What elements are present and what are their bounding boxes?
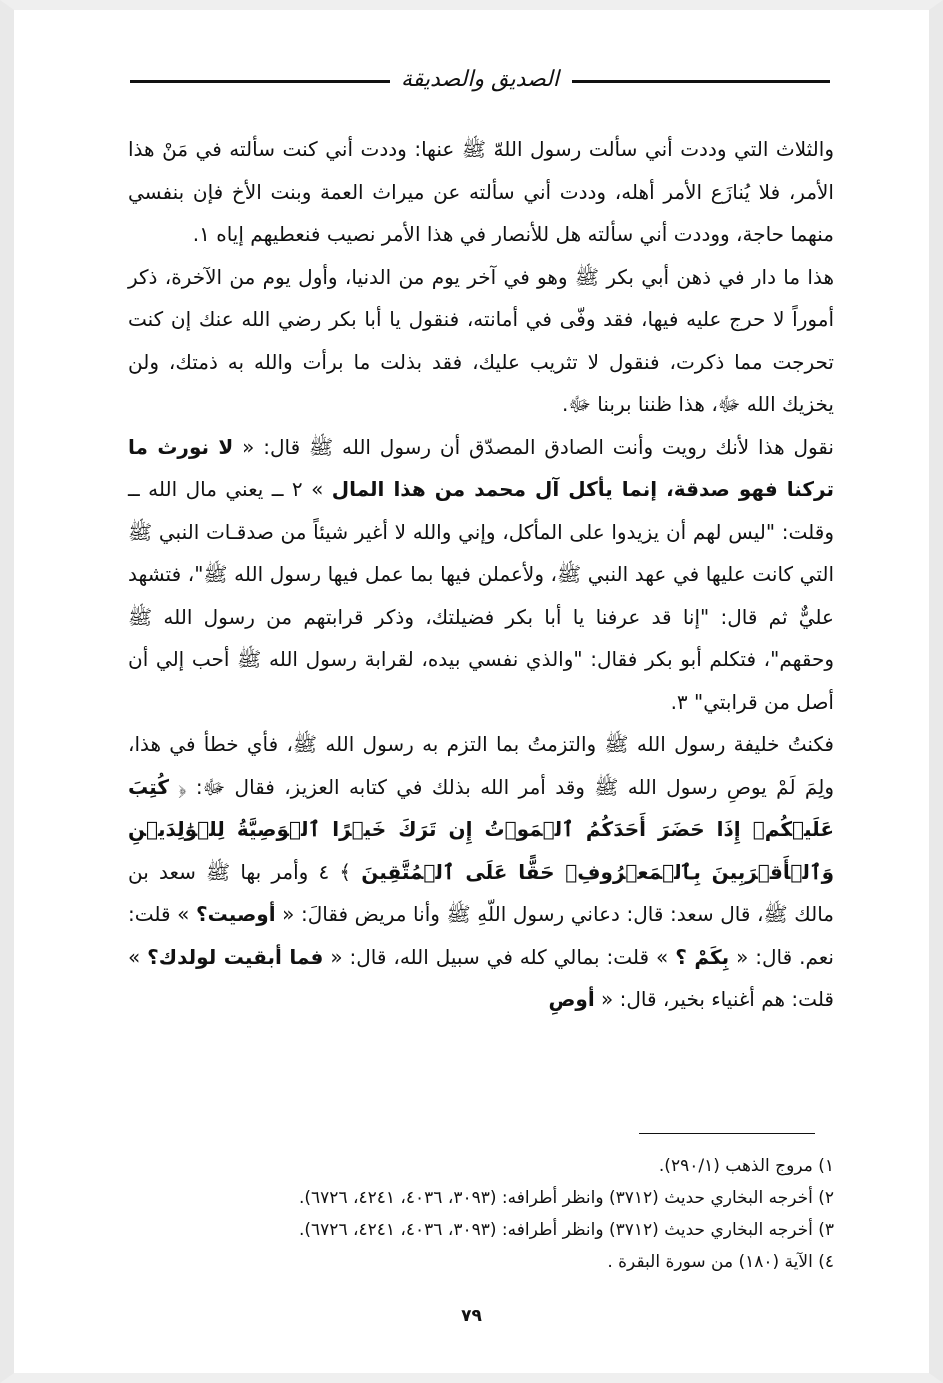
hadith-quote: لا نورث ما تركنا فهو صدقة، إنما يأكل آل محمد من هذا المال	[128, 434, 835, 501]
quran-verse: كُتِبَ عَلَيۡكُمۡ إِذَا حَضَرَ أَحَدَكُمُ ٱلۡمَوۡتُ إِن تَرَكَ خَيۡرًا ٱلۡوَصِيَّةُ لِلۡوَٰلِدَيۡنِ وَٱلۡأَقۡرَبِينَ بِٱلۡمَعۡرُوفِۖ حَقًّا عَلَى ٱلۡمُتَّقِينَ	[128, 774, 834, 884]
header-rule-left	[130, 80, 390, 83]
text-2: » قلت: بمالي كله في سبيل الله، قال: «	[323, 944, 676, 969]
footnote-4: ٤) الآية (١٨٠) من سورة البقرة .	[607, 1252, 834, 1272]
header-rule-right	[572, 80, 830, 83]
page-number: ٧٩	[461, 1306, 482, 1326]
quote-3: فما أبقيت لولدك؟	[147, 944, 324, 969]
footnote-2: ٢) أخرجه البخاري حديث (٣٧١٢) وانظر أطرافه: (٣٠٩٣، ٤٠٣٦، ٤٢٤١، ٦٧٢٦).	[299, 1188, 834, 1208]
quote-4: أوصِ	[548, 987, 595, 1011]
verse-after: ﴾ ٤ وأمر بها ﷺ سعد بن مالك ﷺ، قال سعد: قال: دعاني رسول اللّهِ ﷺ وأنا مريض فقالَ: «	[128, 859, 835, 926]
header-title: الصديق والصديقة	[400, 67, 560, 92]
footnote-separator	[639, 1133, 815, 1134]
paragraph-2: هذا ما دار في ذهن أبي بكر ﷺ وهو في آخر يوم من الدنيا، وأول يوم من الآخرة، ذكر أموراً لا حرج عليه فيها، فقد وفّى في أمانته، فنقول يا أبا بكر رضي الله عنك إن كنت تحرجت مما ذكرت، فنقول لا تثريب عليك، فقد بذلت ما برأت والله به ذمتك، ولن يخزيك الله ﷻ، هذا ظننا بربنا ﷻ.	[128, 264, 834, 416]
paragraph-3	[128, 426, 834, 724]
footnote-1: ١) مروج الذهب (٢٩٠/١).	[658, 1156, 834, 1176]
hadith-rest: » ٢ ــ يعني مال الله ــ وقلت: "ليس لهم أن يزيدوا على المأكل، وإني والله لا أغير شيئاً من صدقـات النبي ﷺ التي كانت عليها في عهد النبي ﷺ، ولأعملن فيها بما عمل فيها رسول الله ﷺ"، فتشهد عليٌّ ثم قال: "إنا قد عرفنا يا أبا بكر فضيلتك، وذكر قرابتهم من رسول الله ﷺ وحقهم"، فتكلم أبو بكر فقال: "والذي نفسي بيده، لقرابة رسول الله ﷺ أحب إلي أن أصل من قرابتي" ٣.	[128, 477, 834, 714]
text-3: » قلت: هم أغنياء بخير، قال: «	[128, 944, 834, 1011]
paragraph-4	[128, 723, 834, 1021]
text-1: » قلت: نعم. قال: «	[128, 902, 834, 969]
quote-2: بِكَمْ ؟	[675, 944, 730, 969]
hadith-intro: نقول هذا لأنك رويت وأنت الصادق المصدّق أن رسول الله ﷺ قال: «	[233, 434, 834, 459]
page-header	[130, 60, 830, 100]
quote-1: أوصيت؟	[196, 902, 276, 926]
verse-intro: فكنتُ خليفة رسول الله ﷺ والتزمتُ بما التزم به رسول الله ﷺ، فأي خطأ في هذا، ولِمَ لَمْ يوصِ رسول الله ﷺ وقد أمر الله بذلك في كتابه العزيز، فقال ﷻ: ﴿	[128, 732, 834, 799]
main-text	[128, 128, 834, 1021]
footnotes	[128, 1150, 834, 1278]
paragraph-1: والثلاث التي وددت أني سألت رسول اللهّ ﷺ عنها: وددت أني كنت سألته في مَنْ هذا الأمر، فلا يُنازَع الأمر أهله، وددت أني سألته عن ميراث العمة وبنت الأخ فإن بنفسي منهما حاجة، ووددت أني سألته هل للأنصار في هذا الأمر نصيب فنعطيهم إياه ١.	[128, 137, 834, 246]
footnote-3: ٣) أخرجه البخاري حديث (٣٧١٢) وانظر أطرافه: (٣٠٩٣، ٤٠٣٦، ٤٢٤١، ٦٧٢٦).	[299, 1220, 834, 1240]
